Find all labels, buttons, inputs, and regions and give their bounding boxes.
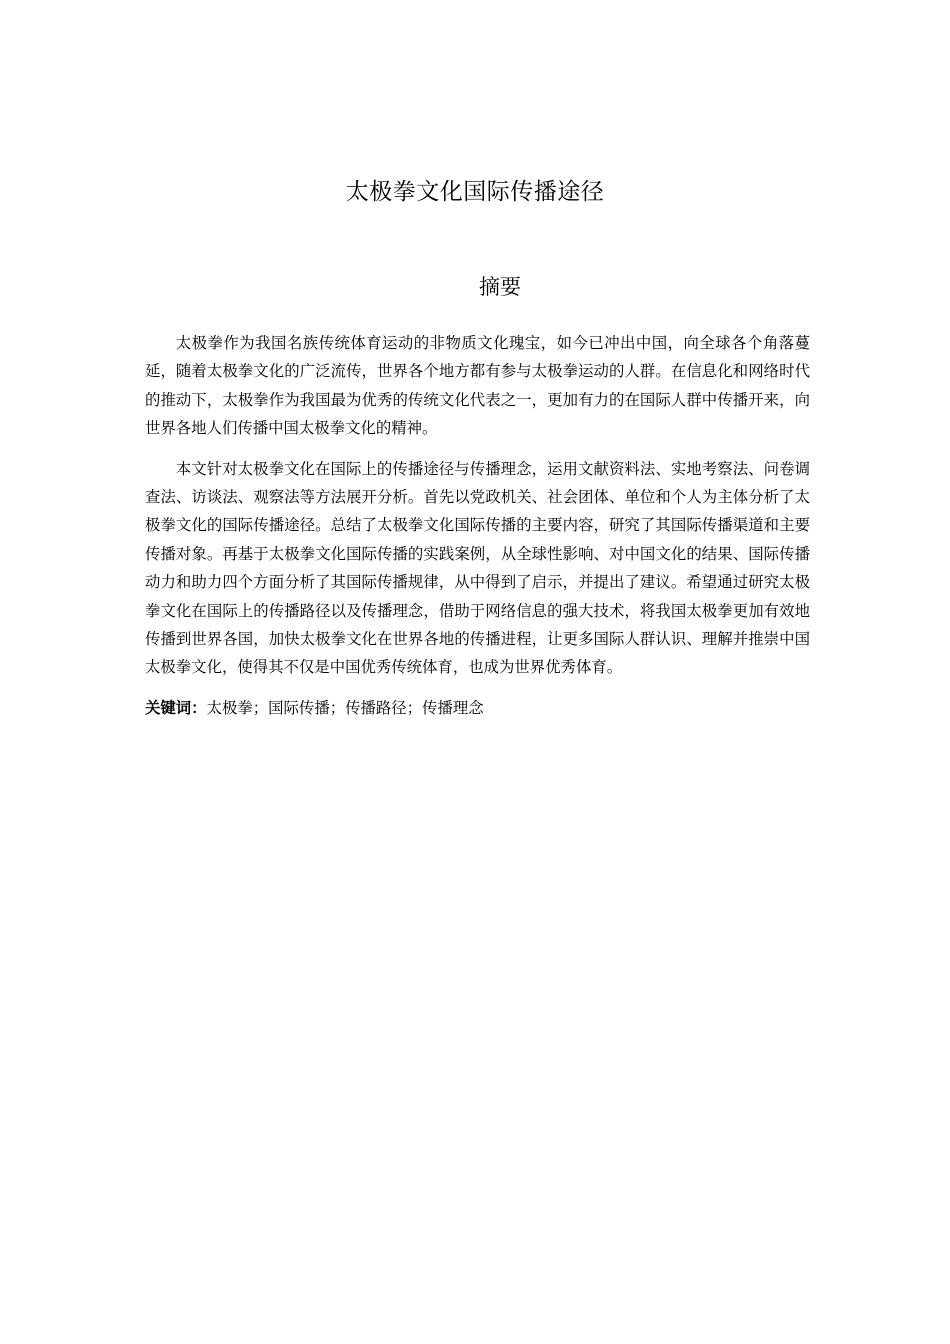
abstract-body <box>145 329 810 722</box>
abstract-paragraph-1: 太极拳作为我国名族传统体育运动的非物质文化瑰宝，如今已冲出中国，向全球各个角落蔓延，随着太极拳文化的广泛流传，世界各个地方都有参与太极拳运动的人群。在信息化和网络时代的推动下，太极拳作为我国最为优秀的传统文化代表之一，更加有力的在国际人群中传播开来，向世界各地人们传播中国太极拳文化的精神。 <box>145 334 810 438</box>
abstract-heading: 摘要 <box>479 275 521 299</box>
keywords-label: 关键词： <box>145 698 207 717</box>
keywords-text: 太极拳；国际传播；传播路径；传播理念 <box>206 698 484 717</box>
abstract-paragraph-2: 本文针对太极拳文化在国际上的传播途径与传播理念，运用文献资料法、实地考察法、问卷调查法、访谈法、观察法等方法展开分析。首先以党政机关、社会团体、单位和个人为主体分析了太极拳文化的国际传播途径。总结了太极拳文化国际传播的主要内容，研究了其国际传播渠道和主要传播对象。再基于太极拳文化国际传播的实践案例，从全球性影响、对中国文化的结果、国际传播动力和助力四个方面分析了其国际传播规律，从中得到了启示，并提出了建议。希望通过研究太极拳文化在国际上的传播路径以及传播理念，借助于网络信息的强大技术，将我国太极拳更加有效地传播到世界各国，加快太极拳文化在世界各地的传播进程，让更多国际人群认识、理解并推崇中国太极拳文化，使得其不仅是中国优秀传统体育，也成为世界优秀体育。 <box>145 459 810 677</box>
keywords-line <box>145 694 810 722</box>
document-title: 太极拳文化国际传播途径 <box>345 179 605 205</box>
